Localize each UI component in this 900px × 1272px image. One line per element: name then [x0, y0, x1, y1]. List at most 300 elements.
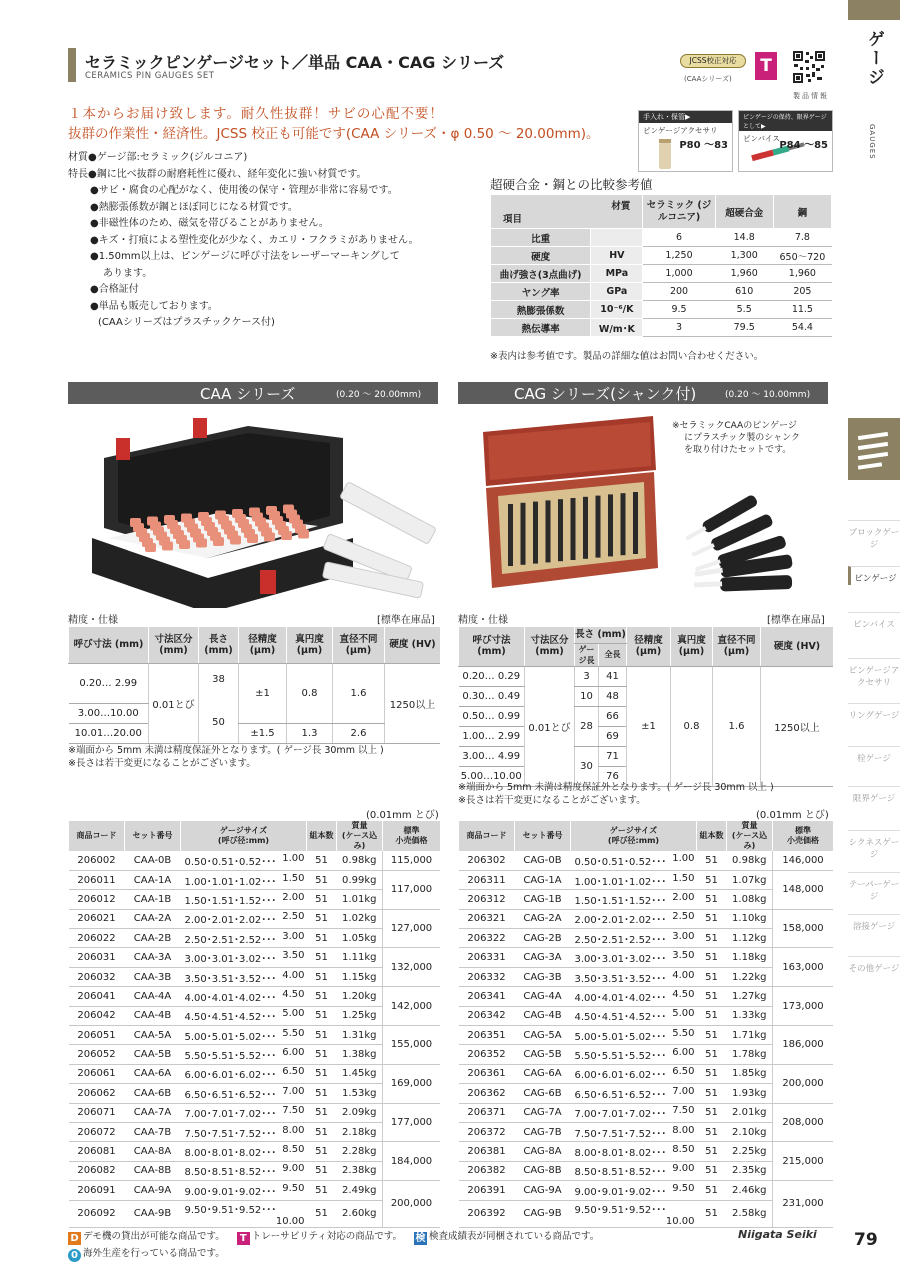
mass-cell: 2.35kg [727, 1161, 773, 1180]
size-range: 4.50･4.51･4.52･･･ [184, 1012, 277, 1024]
caa-title: CAA シリーズ [200, 385, 296, 403]
caa-stock-label: [標準在庫品] [377, 615, 435, 626]
size-cell [571, 1064, 697, 1083]
caption-line: を取り付けたセットです。 [684, 445, 792, 455]
comparison-cell: 650～720 [773, 247, 831, 265]
size-max: 9.50 [282, 1182, 305, 1194]
col-set: セット番号 [125, 821, 181, 851]
set-cell: CAA-1B [125, 890, 181, 909]
count-cell: 51 [697, 1103, 727, 1122]
cag-step-note: (0.01mm とび) [756, 810, 829, 821]
size-range: 5.00･5.01･5.02･･･ [574, 1031, 667, 1043]
code-cell: 206002 [69, 851, 125, 870]
spec-header: 直径不同 (μm) [333, 627, 385, 663]
mass-cell: 1.33kg [727, 1006, 773, 1025]
pin-shank [633, 540, 638, 554]
sidebar-title: ゲージ [864, 30, 884, 87]
table-row [69, 1142, 441, 1161]
size-range: 1.00･1.01･1.02･･･ [574, 876, 667, 888]
set-cell: CAA-0B [125, 851, 181, 870]
desc-line: 特長●鋼に比べ抜群の耐磨耗性に優れ、経年変化に強い材質です。 [68, 168, 367, 180]
size-max: 5.00 [282, 1008, 305, 1020]
size-max: 10.00 [275, 1215, 305, 1227]
count-cell: 51 [697, 1084, 727, 1103]
code-cell: 206062 [69, 1084, 125, 1103]
page-title: セラミックピンゲージセット／単品 CAA・CAG シリーズ [85, 53, 505, 72]
code-cell: 206051 [69, 1026, 125, 1045]
size-cell [571, 1161, 697, 1180]
spec-cell: 0.01とび [525, 666, 575, 786]
code-cell: 206012 [69, 890, 125, 909]
code-cell: 206361 [459, 1064, 515, 1083]
spec-cell: 1.3 [287, 723, 333, 743]
price-cell: 169,000 [383, 1064, 441, 1103]
count-cell: 51 [697, 967, 727, 986]
mass-cell: 2.01kg [727, 1103, 773, 1122]
size-range: 8.00･8.01･8.02･･･ [184, 1148, 277, 1160]
table-row [69, 1103, 441, 1122]
code-cell: 206321 [459, 909, 515, 928]
set-cell: CAA-4A [125, 987, 181, 1006]
cag-section-bar [458, 382, 828, 404]
desc-line: ●サビ・腐食の心配がなく、使用後の保守・管理が非常に容易です。 [90, 185, 398, 196]
desc-line: ●単品も販売しております。 [90, 300, 218, 312]
cag-stock-label: [標準在庫品] [767, 615, 825, 626]
size-cell [181, 1084, 307, 1103]
col-set: セット番号 [515, 821, 571, 851]
accessory-page: P80 ～83 [679, 140, 728, 151]
size-range: 8.00･8.01･8.02･･･ [574, 1148, 667, 1160]
legend-item [237, 1228, 402, 1245]
size-max: 7.50 [672, 1105, 695, 1117]
price-cell: 200,000 [383, 1181, 441, 1227]
size-range: 4.00･4.01･4.02･･･ [184, 992, 277, 1004]
col-price-label: 標準 [795, 826, 811, 835]
code-cell: 206032 [69, 967, 125, 986]
count-cell: 51 [697, 1026, 727, 1045]
price-cell: 148,000 [773, 870, 834, 909]
code-cell: 206081 [69, 1142, 125, 1161]
header-carbide: 超硬合金 [715, 195, 773, 229]
caa-product-image [68, 408, 448, 608]
count-cell: 51 [697, 851, 727, 870]
set-cell: CAA-7B [125, 1122, 181, 1141]
pin-shank [558, 535, 563, 549]
price-cell: 146,000 [773, 851, 834, 870]
qr-code-icon[interactable] [792, 50, 826, 84]
spec-cell: 50 [199, 703, 239, 743]
desc-line: ●非磁性体のため、磁気を帯びることがありません。 [90, 218, 329, 229]
count-cell: 51 [697, 1161, 727, 1180]
pin-holder [298, 530, 309, 539]
size-range: 6.00･6.01･6.02･･･ [574, 1070, 667, 1082]
size-range: 9.50･9.51･9.52･･･ [574, 1204, 667, 1216]
size-cell [181, 890, 307, 909]
sidebar-item[interactable]: その他ゲージ [848, 956, 900, 975]
spec-header: 全長 [599, 643, 627, 666]
header-item-material: 材質 項目 [491, 195, 643, 229]
spec-cell: 10.01…20.00 [69, 723, 149, 743]
mass-cell: 1.45kg [337, 1064, 383, 1083]
gauge-icon [848, 418, 900, 480]
pin-holder [213, 537, 224, 546]
comparison-cell: MPa [591, 265, 643, 283]
count-cell: 51 [307, 1045, 337, 1064]
legend-text: デモ機の貸出が可能な商品です。 [83, 1231, 225, 1242]
desc-line: あります。 [103, 267, 153, 279]
comparison-cell: 3 [643, 319, 715, 337]
size-range: 5.50･5.51･5.52･･･ [184, 1051, 277, 1063]
count-cell: 51 [697, 909, 727, 928]
count-cell: 51 [307, 948, 337, 967]
mass-cell: 1.02kg [337, 909, 383, 928]
caa-spec-table [68, 627, 440, 744]
size-range: 4.00･4.01･4.02･･･ [574, 992, 667, 1004]
comparison-cell: 11.5 [773, 301, 831, 319]
note-line: ※長さは若干変更になることがございます。 [458, 795, 646, 806]
spec-cell: 2.6 [333, 723, 385, 743]
pin-shank [583, 533, 588, 547]
size-range: 7.00･7.01･7.02･･･ [574, 1109, 667, 1121]
code-cell: 206342 [459, 1006, 515, 1025]
size-cell [571, 1006, 697, 1025]
col-size-label: ゲージサイズ [609, 826, 658, 835]
spec-header: 直径不同 (μm) [713, 627, 761, 666]
pin-shank [521, 527, 526, 541]
size-range: 3.00･3.01･3.02･･･ [184, 954, 277, 966]
mass-cell: 2.28kg [337, 1142, 383, 1161]
code-cell: 206322 [459, 929, 515, 948]
sidebar-item[interactable]: ピンゲージ [848, 566, 900, 585]
accessory-sub: ピンバイス [743, 134, 780, 143]
set-cell: CAA-6B [125, 1084, 181, 1103]
set-cell: CAG-6A [515, 1064, 571, 1083]
spec-cell: 0.8 [671, 666, 713, 786]
count-cell: 51 [697, 1064, 727, 1083]
size-range: 4.50･4.51･4.52･･･ [574, 1012, 667, 1024]
code-cell: 206362 [459, 1084, 515, 1103]
spec-cell: ±1 [239, 663, 287, 723]
pin-holder [145, 543, 156, 552]
comparison-cell: 1,960 [773, 265, 831, 283]
mass-cell: 2.09kg [337, 1103, 383, 1122]
size-max: 2.00 [282, 891, 305, 903]
comparison-cell: 1,000 [643, 265, 715, 283]
sidebar-item[interactable]: ピンバイス [848, 612, 900, 631]
pin-shank [583, 521, 588, 535]
size-range: 0.50･0.51･0.52･･･ [574, 856, 667, 868]
pin-shank [571, 546, 576, 560]
size-max: 5.50 [282, 1027, 305, 1039]
table-row [69, 851, 441, 870]
pin-shank [596, 520, 601, 534]
mass-cell: 0.98kg [337, 851, 383, 870]
size-range: 3.50･3.51･3.52･･･ [184, 973, 277, 985]
size-cell [181, 948, 307, 967]
page-number: 79 [854, 1230, 878, 1250]
sidebar-item[interactable]: 限界ゲージ [848, 786, 900, 805]
pin-shank [508, 504, 513, 518]
price-cell: 142,000 [383, 987, 441, 1026]
comparison-cell: GPa [591, 283, 643, 301]
spec-cell: 3.00…10.00 [69, 703, 149, 723]
mass-cell: 1.10kg [727, 909, 773, 928]
size-range: 2.00･2.01･2.02･･･ [184, 915, 277, 927]
count-cell: 51 [307, 1161, 337, 1180]
size-max: 1.00 [672, 852, 695, 864]
spec-cell: 41 [599, 666, 627, 686]
col-code: 商品コード [459, 821, 515, 851]
table-row [459, 870, 834, 889]
mass-cell: 2.49kg [337, 1181, 383, 1200]
price-cell: 132,000 [383, 948, 441, 987]
set-cell: CAA-5A [125, 1026, 181, 1045]
desc-line: (CAAシリーズはプラスチックケース付) [98, 317, 275, 328]
size-max: 1.50 [672, 872, 695, 884]
count-cell: 51 [697, 987, 727, 1006]
size-max: 7.00 [672, 1085, 695, 1097]
spec-cell: 3.00… 4.99 [459, 746, 525, 766]
pin-shank [608, 530, 613, 544]
pin-shank [558, 523, 563, 537]
set-cell: CAG-2A [515, 909, 571, 928]
spec-cell: 0.20… 2.99 [69, 663, 149, 703]
size-max: 7.50 [282, 1105, 305, 1117]
comparison-cell: 5.5 [715, 301, 773, 319]
pin-holder [247, 534, 258, 543]
count-cell: 51 [697, 1181, 727, 1200]
comparison-cell: 1,300 [715, 247, 773, 265]
count-cell: 51 [307, 909, 337, 928]
size-max: 1.00 [282, 852, 305, 864]
comparison-table [490, 194, 832, 337]
comparison-row [491, 247, 832, 265]
price-cell: 158,000 [773, 909, 834, 948]
desc-line: ●キズ・打痕による塑性変化が少なく、カエリ・フクラミがありません。 [90, 234, 419, 246]
pin-shank [596, 544, 601, 558]
size-cell [571, 1045, 697, 1064]
accessory-link-care[interactable] [638, 110, 733, 172]
pin-shank [608, 542, 613, 556]
size-cell [181, 1045, 307, 1064]
caa-product-table [68, 821, 440, 1228]
spec-cell: 1.00… 2.99 [459, 726, 525, 746]
spec-header: 真円度 (μm) [671, 627, 713, 666]
pin-shank [571, 522, 576, 536]
sidebar-item[interactable]: ブロックゲージ [848, 520, 900, 551]
company-logo: Niigata Seiki [738, 1228, 817, 1241]
size-max: 6.50 [282, 1066, 305, 1078]
pin-shank [558, 547, 563, 561]
desc-line: ●合格証付 [90, 284, 139, 295]
sidebar-item[interactable]: ピンゲージアクセサリ [848, 658, 900, 689]
size-max: 9.00 [282, 1163, 305, 1175]
col-mass [727, 821, 773, 851]
set-cell: CAG-7A [515, 1103, 571, 1122]
caa-step-note: (0.01mm とび) [366, 810, 439, 821]
size-cell [571, 948, 697, 967]
footer-legend [68, 1228, 778, 1262]
comparison-cell: 1,960 [715, 265, 773, 283]
size-cell [181, 1161, 307, 1180]
price-cell: 231,000 [773, 1181, 834, 1227]
count-cell: 51 [697, 929, 727, 948]
col-price-sub: 小売価格 [787, 836, 819, 845]
size-range: 2.50･2.51･2.52･･･ [574, 934, 667, 946]
caa-section-bar [68, 382, 438, 404]
sidebar-item[interactable]: リングゲージ [848, 703, 900, 722]
spec-cell: 0.01とび [149, 663, 199, 743]
size-max: 5.00 [672, 1008, 695, 1020]
spec-cell: 66 [599, 706, 627, 726]
price-cell: 115,000 [383, 851, 441, 870]
table-row [459, 1181, 834, 1200]
size-cell [571, 1122, 697, 1141]
mass-cell: 1.93kg [727, 1084, 773, 1103]
size-cell [181, 1181, 307, 1200]
count-cell: 51 [307, 851, 337, 870]
col-price [773, 821, 834, 851]
legend-badge-icon: D [68, 1232, 81, 1245]
count-cell: 51 [307, 1084, 337, 1103]
size-max: 4.50 [672, 988, 695, 1000]
size-range: 5.50･5.51･5.52･･･ [574, 1051, 667, 1063]
code-cell: 206091 [69, 1181, 125, 1200]
code-cell: 206302 [459, 851, 515, 870]
desc-line: 材質●ゲージ部:セラミック(ジルコニア) [68, 152, 248, 163]
set-cell: CAG-8B [515, 1161, 571, 1180]
price-cell: 173,000 [773, 987, 834, 1026]
size-range: 6.50･6.51･6.52･･･ [574, 1089, 667, 1101]
sidebar-title-en: GAUGES [868, 124, 876, 160]
price-cell: 184,000 [383, 1142, 441, 1181]
pin-shank [521, 503, 526, 517]
sidebar-item[interactable]: シクネスゲージ [848, 830, 900, 861]
size-range: 1.50･1.51･1.52･･･ [574, 895, 667, 907]
mass-cell: 1.20kg [337, 987, 383, 1006]
pin-shank [521, 539, 526, 553]
pin-shank [621, 529, 626, 543]
pin-shank [633, 504, 638, 518]
mass-cell: 2.10kg [727, 1122, 773, 1141]
mass-cell: 1.22kg [727, 967, 773, 986]
set-cell: CAG-9B [515, 1200, 571, 1227]
size-max: 8.00 [672, 1124, 695, 1136]
size-range: 1.00･1.01･1.02･･･ [184, 876, 277, 888]
code-cell: 206092 [69, 1200, 125, 1227]
legend-item [68, 1245, 225, 1262]
pin-shank [558, 499, 563, 513]
header-steel: 鋼 [773, 195, 831, 229]
size-max: 7.00 [282, 1085, 305, 1097]
size-max: 6.50 [672, 1066, 695, 1078]
count-cell: 51 [307, 967, 337, 986]
accessory-link-vise[interactable] [738, 110, 833, 172]
size-range: 2.00･2.01･2.02･･･ [574, 915, 667, 927]
sidebar-item[interactable]: 溶接ゲージ [848, 914, 900, 933]
price-cell: 127,000 [383, 909, 441, 948]
set-cell: CAG-5A [515, 1026, 571, 1045]
count-cell: 51 [307, 1064, 337, 1083]
size-range: 9.00･9.01･9.02･･･ [574, 1186, 667, 1198]
comparison-title: 超硬合金・鋼との比較参考値 [490, 177, 653, 192]
comparison-cell: 硬度 [491, 247, 591, 265]
size-range: 7.00･7.01･7.02･･･ [184, 1109, 277, 1121]
spec-header: 長さ (mm) [199, 627, 239, 663]
code-cell: 206042 [69, 1006, 125, 1025]
size-cell [571, 1181, 697, 1200]
col-mass [337, 821, 383, 851]
size-cell [181, 1142, 307, 1161]
headline-1: １本からお届け致します。耐久性抜群！サビの心配不要！ [68, 106, 444, 122]
mass-cell: 1.85kg [727, 1064, 773, 1083]
mass-cell: 2.60kg [337, 1200, 383, 1227]
sidebar-item[interactable]: 栓ゲージ [848, 746, 900, 765]
cag-range: (0.20 ～ 10.00mm) [725, 390, 811, 400]
comparison-cell: 54.4 [773, 319, 831, 337]
set-cell: CAA-6A [125, 1064, 181, 1083]
col-mass-label: 質量 [741, 821, 758, 830]
mass-cell: 1.71kg [727, 1026, 773, 1045]
comparison-note: ※表内は参考値です。製品の詳細な値はお問い合わせください。 [490, 351, 764, 362]
pin-shank [583, 545, 588, 559]
accessory-sub: ピンゲージアクセサリ [643, 126, 718, 135]
pin-shank [521, 515, 526, 529]
spec-cell: 48 [599, 686, 627, 706]
set-cell: CAG-6B [515, 1084, 571, 1103]
set-cell: CAA-3B [125, 967, 181, 986]
mass-cell: 1.78kg [727, 1045, 773, 1064]
count-cell: 51 [307, 987, 337, 1006]
pin-shank [571, 510, 576, 524]
size-cell [571, 929, 697, 948]
code-cell: 206082 [69, 1161, 125, 1180]
set-cell: CAA-4B [125, 1006, 181, 1025]
sidebar-item[interactable]: テーパーゲージ [848, 872, 900, 903]
set-cell: CAG-4A [515, 987, 571, 1006]
count-cell: 51 [307, 1006, 337, 1025]
code-cell: 206341 [459, 987, 515, 1006]
price-cell: 215,000 [773, 1142, 834, 1181]
pin-shank [608, 506, 613, 520]
count-cell: 51 [697, 1122, 727, 1141]
jcss-badge: JCSS校正対応 [680, 54, 746, 68]
set-cell: CAG-3B [515, 967, 571, 986]
size-cell [571, 967, 697, 986]
spec-cell: 69 [599, 726, 627, 746]
set-cell: CAA-3A [125, 948, 181, 967]
pin-holder [162, 542, 173, 551]
price-cell: 155,000 [383, 1026, 441, 1065]
pin-shank [633, 516, 638, 530]
comparison-cell: 14.8 [715, 229, 773, 247]
table-row [69, 909, 441, 928]
comparison-cell: 6 [643, 229, 715, 247]
size-max: 2.50 [282, 911, 305, 923]
pin-holder [281, 531, 292, 540]
code-cell: 206312 [459, 890, 515, 909]
pin-shank [546, 536, 551, 550]
spec-header: 呼び寸法 (mm) [459, 627, 525, 666]
comparison-row [491, 283, 832, 301]
legend-badge-icon: 検 [415, 1233, 426, 1244]
count-cell: 51 [697, 890, 727, 909]
col-size-sub: (呼び径:mm) [607, 836, 660, 845]
note-line: ※端面から 5mm 未満は精度保証外となります。( ゲージ長 30mm 以上 ) [68, 745, 384, 756]
mass-cell: 1.31kg [337, 1026, 383, 1045]
traceability-badge: T [755, 52, 777, 80]
size-range: 2.50･2.51･2.52･･･ [184, 934, 277, 946]
